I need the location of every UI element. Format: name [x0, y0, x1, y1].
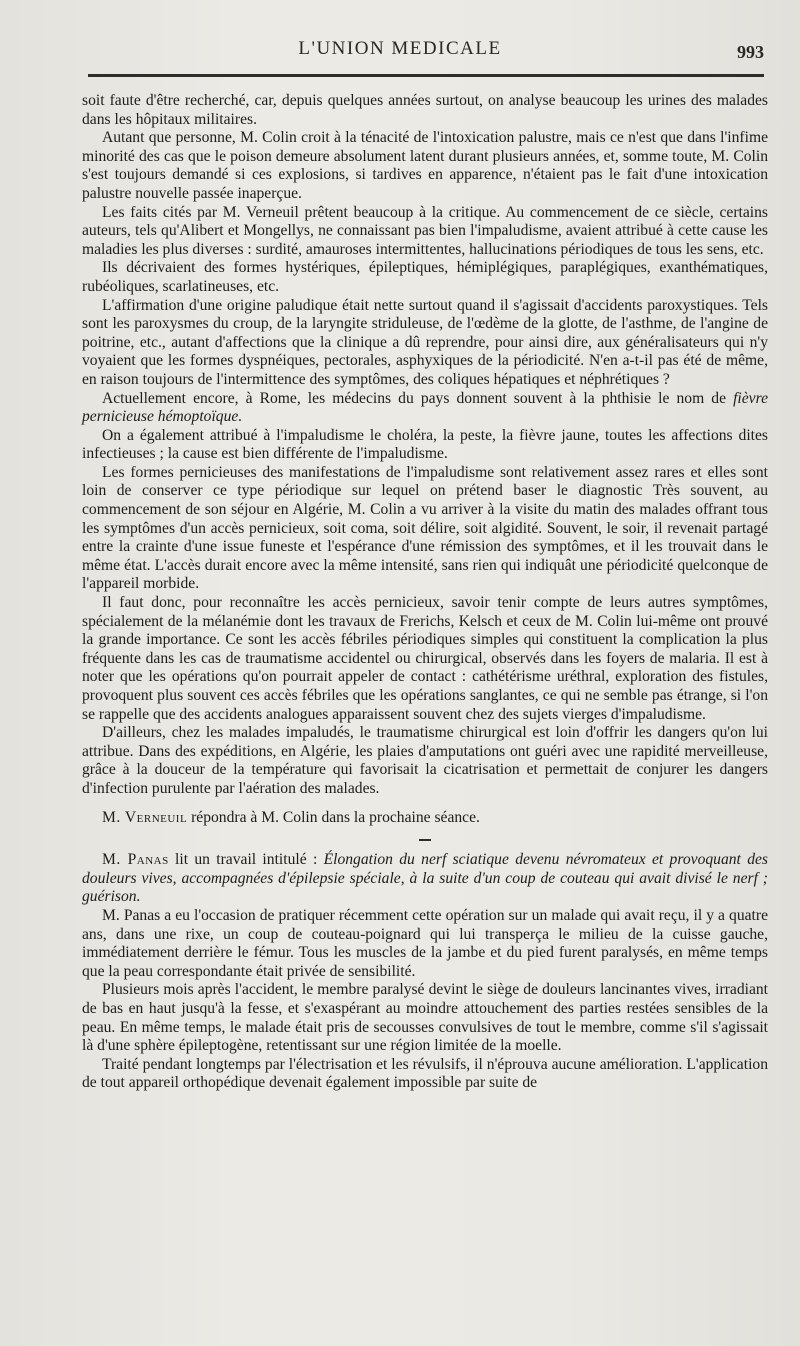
paragraph: Ils décrivaient des formes hystériques, épileptiques, hémiplégiques, paraplégiques, exanthématiques, rubéoliques, scarlatineuses, etc.: [82, 259, 768, 295]
paragraph: Les formes pernicieuses des manifestations de l'impaludisme sont relativement assez rares et elles sont loin de conserver ce type périodique sur lequel on prétend baser le diagnostic Très souvent, au commencement de son séjour en Algérie, M. Colin a vu arriver à la visite du matin des malades offrant tous les symptômes d'un accès pernicieux, soit coma, soit délire, soit algidité. Souvent, le soir, il revenait partagé entre la crainte d'une issue funeste et l'espérance d'une rémission des symptômes, et il les trouvait dans le même état. L'accès durait encore avec la même intensité, sans rien qui indiquât une périodicité quelconque de l'appareil morbide.: [82, 463, 768, 593]
header-rule: [88, 74, 764, 77]
verneuil-note: [82, 809, 768, 828]
paragraph: D'ailleurs, chez les malades impaludés, le traumatisme chirurgical est loin d'offrir les dangers qu'on lui attribue. Dans des expéditions, en Algérie, les plaies d'amputations ont guéri avec une rapidité merveilleuse, grâce à la douceur de la température qui favorisait la cicatrisation et permettait de conjurer les dangers d'infection purulente par l'aération des malades.: [82, 724, 768, 797]
paragraph: Il faut donc, pour reconnaître les accès pernicieux, savoir tenir compte de leurs autres symptômes, spécialement de la mélanémie dont les travaux de Frerichs, Kelsch et ceux de M. Colin lui-même ont prouvé la grande importance. Ce sont les accès fébriles périodiques simples qui constituent la complication la plus fréquente dans les cas de traumatisme accidentel ou chirurgical, observés dans les foyers de malaria. Il est à noter que les opérations qu'on pourrait appeler de contact : cathétérisme uréthral, exploration des fistules, provoquent plus souvent ces accès fébriles que les opérations sanglantes, ce qui ne semble pas étrange, si l'on se rappelle que des accidents analogues apparaissent souvent chez des sujets vierges d'impaludisme.: [82, 594, 768, 723]
paragraph: Les faits cités par M. Verneuil prêtent beaucoup à la critique. Au commencement de ce siècle, certains auteurs, tels qu'Alibert et Mongellys, ne connaissant pas bien l'impaludisme, avaient attribué à cette cause les maladies les plus diverses : surdité, amauroses intermittentes, hallucinations périodiques de tous les sens, etc.: [82, 203, 768, 258]
page-number: 993: [737, 42, 764, 62]
paragraph: M. Panas a eu l'occasion de pratiquer récemment cette opération sur un malade qui avait reçu, il y a quatre ans, dans une rixe, un coup de couteau-poignard qui lui transperça le milieu de la cuisse gauche, immédiatement derrière le fémur. Tous les muscles de la jambe et du pied furent paralysés, en même temps que la peau correspondante était privée de sensibilité.: [82, 906, 768, 980]
intro-text: lit un travail intitulé :: [168, 851, 324, 869]
article-body: [82, 92, 768, 1093]
section-separator: [419, 839, 431, 841]
paragraph: L'affirmation d'une origine paludique était nette surtout quand il s'agissait d'accidents paroxystiques. Tels sont les paroxysmes du croup, de la laryngite striduleuse, de l'œdème de la glotte, de l'asthme, de l'angine de poitrine, etc., autant d'affections que la clinique a dû reprendre, pour ainsi dire, aux généralisateurs qui n'y voyaient que les formes dyspnéiques, pectorales, asphyxiques de la périodicité. N'en a-t-il pas été de même, en raison toujours de l'intermittence des symptômes, des coliques hépatiques et néphrétiques ?: [82, 296, 768, 388]
note-text: répondra à M. Colin dans la prochaine séance.: [187, 808, 480, 826]
italic-term: fièvre pernicieuse hémoptoïque.: [82, 389, 768, 426]
speaker-name: M. Verneuil: [102, 808, 188, 826]
paragraph: Traité pendant longtemps par l'électrisation et les révulsifs, il n'éprouva aucune amélioration. L'application de tout appareil orthopédique devenait également impossible par suite de: [82, 1055, 768, 1092]
panas-intro: [82, 851, 768, 907]
paragraph: Autant que personne, M. Colin croit à la ténacité de l'intoxication palustre, mais ce n'est que dans l'infime minorité des cas que le poison demeure absolument latent durant plusieurs années, et, somme toute, M. Colin s'est toujours demandé si ces explosions, si tardives en apparence, n'étaient pas le fait d'une intoxication palustre nouvelle passée inaperçue.: [82, 129, 768, 202]
paragraph-text: Actuellement encore, à Rome, les médecins du pays donnent souvent à la phthisie le nom de: [102, 389, 726, 407]
running-header: [0, 38, 800, 78]
paper-title: Élongation du nerf sciatique devenu névromateux et provoquant des douleurs vives, accompagnées d'épilepsie spéciale, à la suite d'un coup de couteau qui avait divisé le nerf ; guérison.: [82, 851, 768, 906]
speaker-name: M. Panas: [102, 851, 169, 869]
journal-title: L'UNION MEDICALE: [298, 38, 502, 59]
paragraph: Plusieurs mois après l'accident, le membre paralysé devint le siège de douleurs lancinantes vives, irradiant de bas en haut jusqu'à la fesse, et s'exaspérant au moindre attouchement des parties restées sensibles de la peau. En même temps, le malade était pris de secousses convulsives de tout le membre, comme s'il s'agissait là d'une sphère épileptogène, retentissant sur une région limitée de la moelle.: [82, 981, 768, 1055]
paragraph: On a également attribué à l'impaludisme le choléra, la peste, la fièvre jaune, toutes les affections dites infectieuses ; la cause est bien différente de l'impaludisme.: [82, 426, 768, 463]
paragraph: [82, 390, 768, 427]
paragraph: soit faute d'être recherché, car, depuis quelques années surtout, on analyse beaucoup les urines des malades dans les hôpitaux militaires.: [82, 92, 768, 128]
